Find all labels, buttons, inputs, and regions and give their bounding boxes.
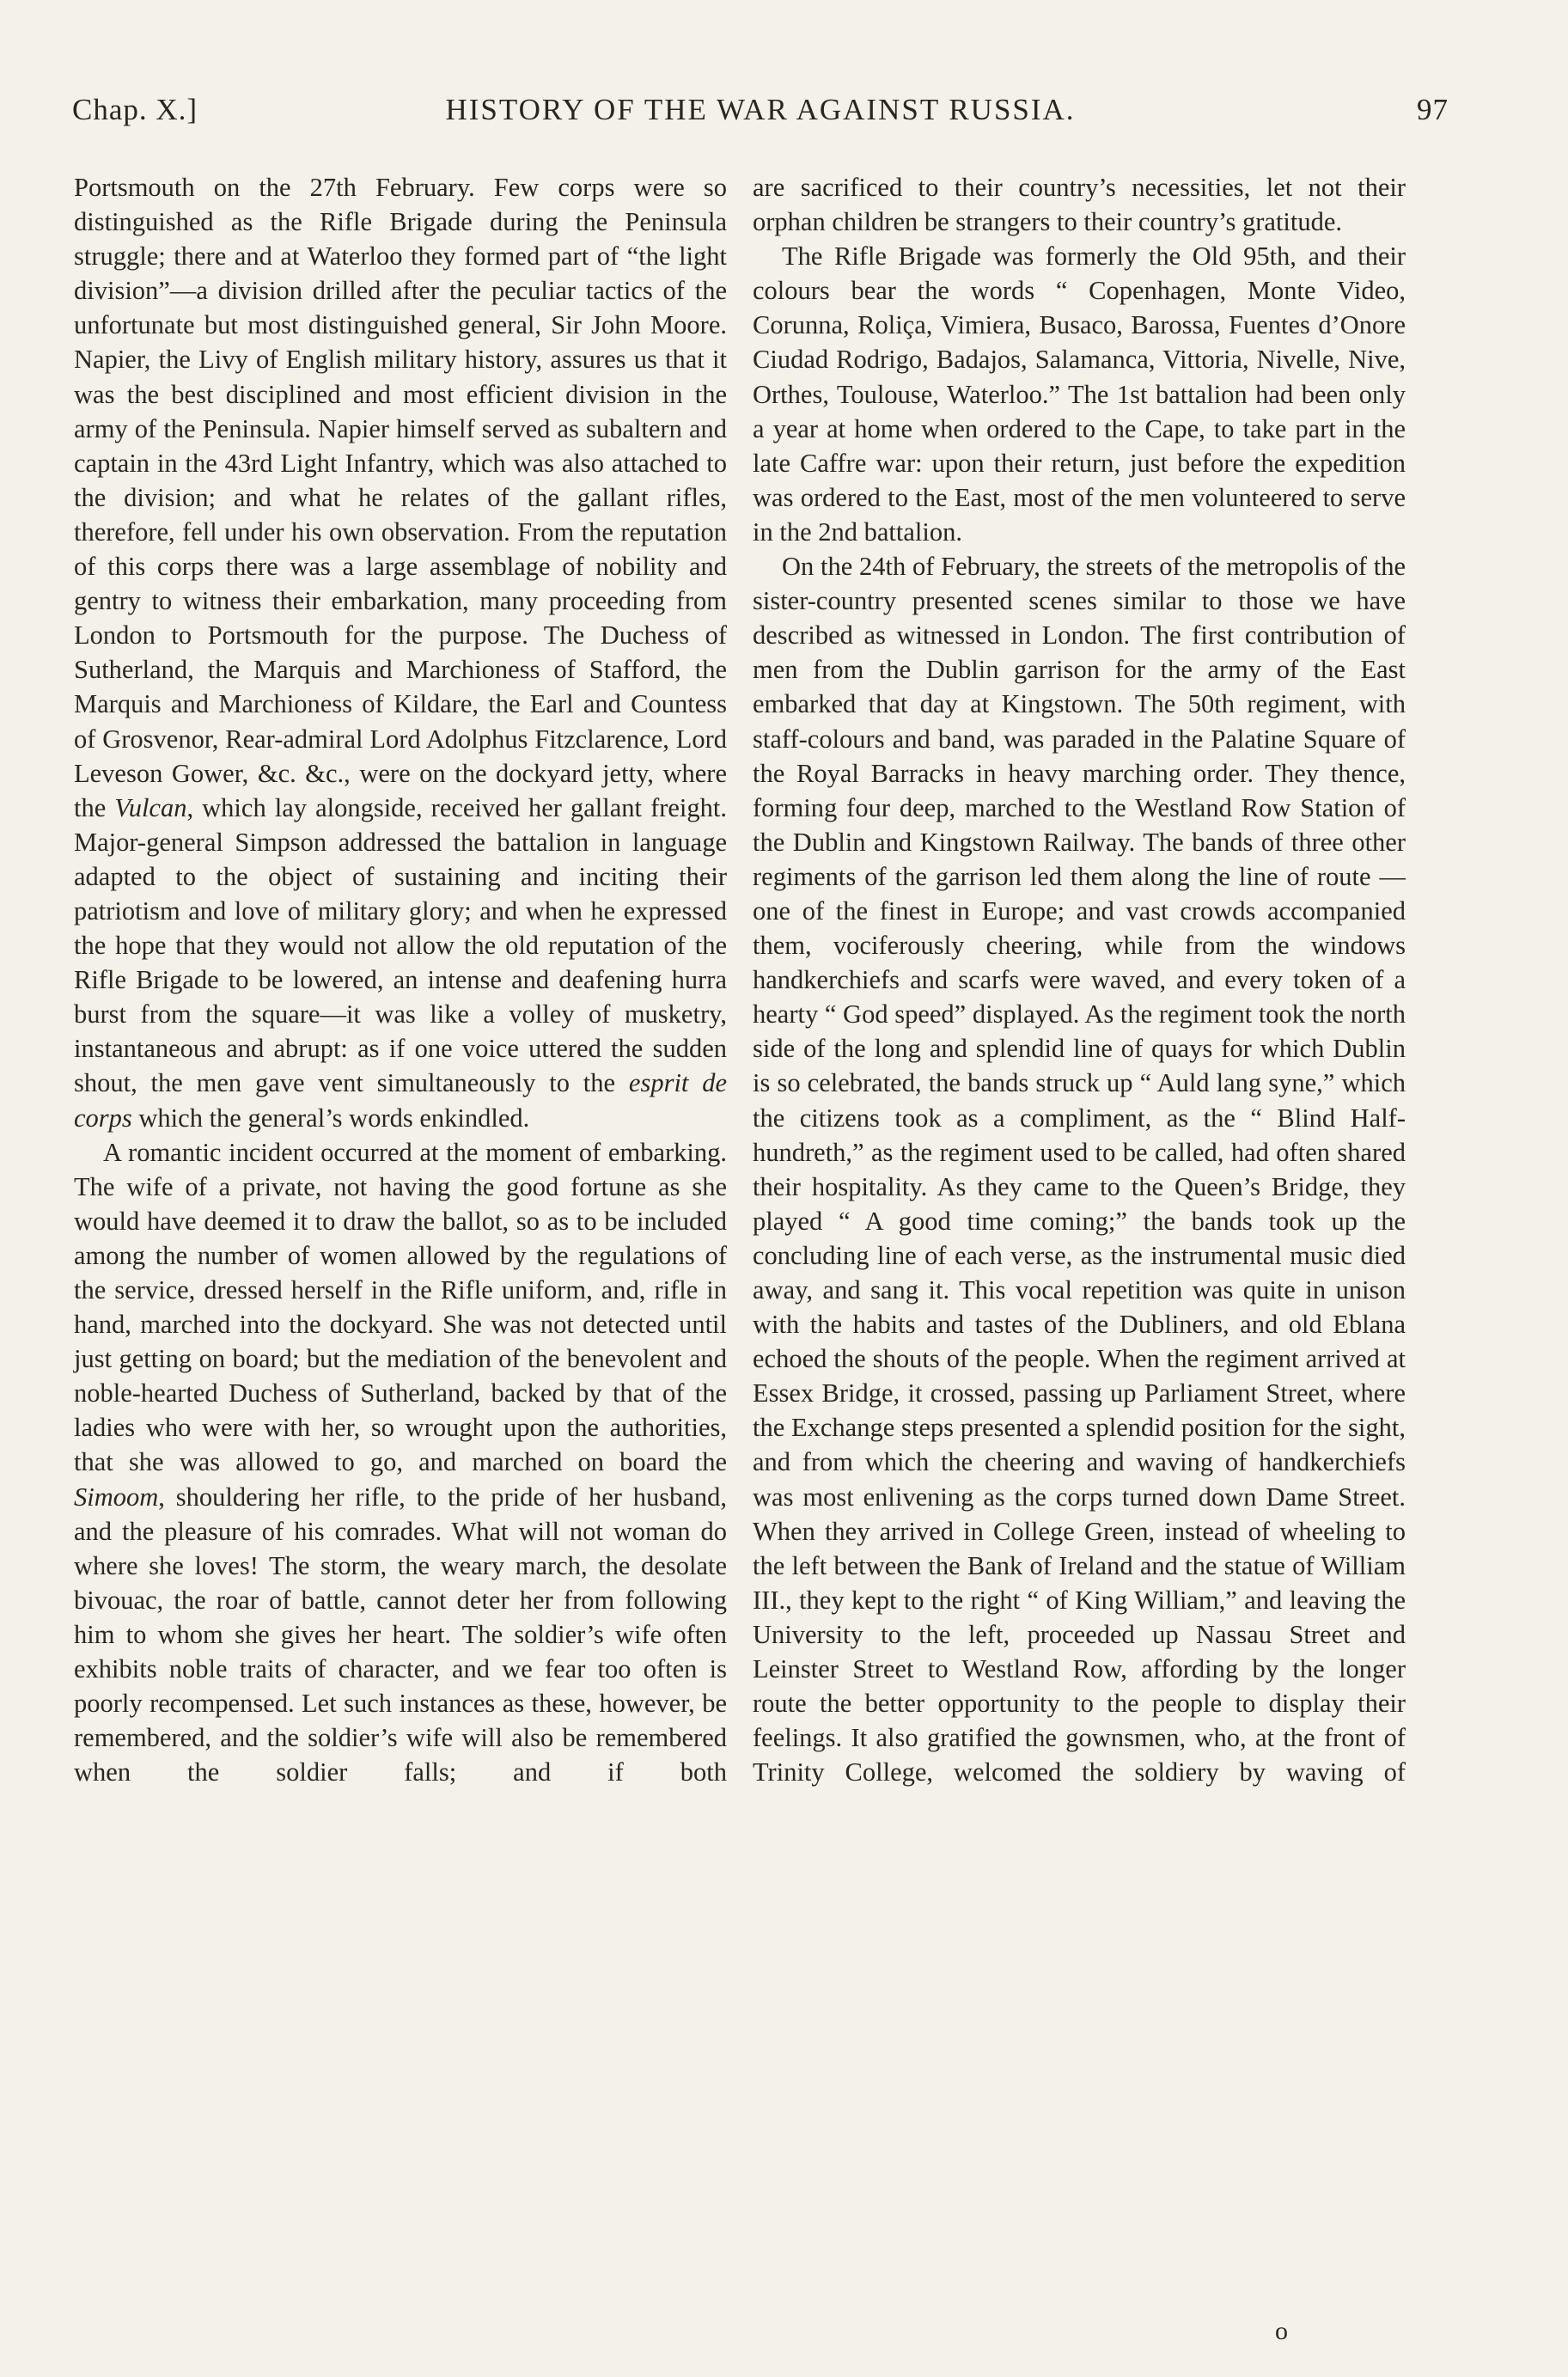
text-run: , which lay alongside, received her gallant freight. Major-general Simpson addressed the battalion in language adapted to the object of sustaining and inciting their patriotism and love of military glory; and when he expressed the hope that they would not allow the old reputation of the Rifle Brigade to be lowered, an intense and deafening hurra burst from the square—it was like a volley of musketry, instantaneous and abrupt: as if one voice uttered the sudden shout, the men gave vent simultaneously to the: [74, 792, 727, 1098]
paragraph: are sacrificed to their country’s necessities, let not their orphan children be strangers to their country’s gratitude.: [753, 173, 1406, 237]
text-run: , shouldering her rifle, to the pride of her husband, and the pleasure of his comrades. What will not woman do where she loves! The storm, the weary march, the desolate bivouac, the roar of battle, cannot deter her from following him to whom she gives her heart. The soldier’s wife often exhibits noble traits of character, and we fear too often is poorly recompensed. Let such instances as these, however, be remembered, and the soldier’s wife will also be remembered when the soldier falls; and if both: [74, 1482, 727, 1787]
chapter-label: Chap. X.]: [72, 93, 198, 126]
page-number: 97: [1417, 93, 1449, 126]
ship-name-simoom: Simoom: [74, 1482, 159, 1512]
book-title: HISTORY OF THE WAR AGAINST RUSSIA.: [445, 93, 1076, 126]
ship-name-vulcan: Vulcan: [114, 792, 187, 822]
left-column: [74, 170, 727, 1789]
paragraph: [74, 170, 727, 1135]
text-run: Portsmouth on the 27th February. Few corps were so distinguished as the Rifle Brigade during the Peninsula struggle; there and at Waterloo they formed part of “the light division”—a division drilled after the peculiar tactics of the unfortunate but most distinguished general, Sir John Moore. Napier, the Livy of English military history, assures us that it was the best disciplined and most efficient division in the army of the Peninsula. Napier himself served as subaltern and captain in the 43rd Light Infantry, which was also attached to the division; and what he relates of the gallant rifles, therefore, fell under his own observation. From the reputation of this corps there was a large assemblage of nobility and gentry to witness their embarkation, many proceeding from London to Portsmouth for the purpose. The Duchess of Sutherland, the Marquis and Marchioness of Stafford, the Marquis and Marchioness of Kildare, the Earl and Countess of Grosvenor, Rear-admiral Lord Adolphus Fitzclarence, Lord Leveson Gower, &c. &c., were on the dockyard jetty, where the: [74, 173, 727, 822]
text-run: A romantic incident occurred at the moment of embarking. The wife of a private, not having the good fortune as she would have deemed it to draw the ballot, so as to be included among the number of women allowed by the regulations of the service, dressed herself in the Rifle uniform, and, rifle in hand, marched into the dockyard. She was not detected until just getting on board; but the mediation of the benevolent and noble-hearted Duchess of Sutherland, backed by that of the ladies who were with her, so wrought upon the authorities, that she was allowed to go, and marched on board the: [74, 1137, 727, 1477]
italic-phrase: esprit de corps: [74, 1068, 728, 1133]
text-run: which the general’s words enkindled.: [138, 1103, 530, 1133]
paragraph: [74, 1135, 727, 1790]
right-column: [753, 170, 1406, 1789]
running-head: [72, 93, 1449, 134]
paragraph: On the 24th of February, the streets of the metropolis of the sister-country presented scenes similar to those we have described as witnessed in London. The first contribution of men from the Dublin garrison for the army of the East embarked that day at Kingstown. The 50th regiment, with staff-colours and band, was paraded in the Palatine Square of the Royal Barracks in heavy marching order. They thence, forming four deep, marched to the Westland Row Station of the Dublin and Kingstown Railway. The bands of three other regiments of the garrison led them along the line of route —one of the finest in Europe; and vast crowds accompanied them, vociferously cheering, while from the windows handkerchiefs and scarfs were waved, and every token of a hearty “ God speed” displayed. As the regiment took the north side of the long and splendid line of quays for which Dublin is so celebrated, the bands struck up “ Auld lang syne,” which the citizens took as a compliment, as the “ Blind Half-hundreth,” as the regiment used to be called, had often shared their hospitality. As they came to the Queen’s Bridge, they played “ A good time coming;” the bands took up the concluding line of each verse, as the instrumental music died away, and sang it. This vocal repetition was quite in unison with the habits and tastes of the Dubliners, and old Eblana echoed the shouts of the people. When the regiment arrived at Essex Bridge, it crossed, passing up Parliament Street, where the Exchange steps presented a splendid position for the sight, and from which the cheering and waving of handkerchiefs was most enlivening as the corps turned down Dame Street. When they arrived in College Green, instead of wheeling to the left between the Bank of Ireland and the statue of William III., they kept to the right “ of King William,” and leaving the University to the left, proceeded up Nassau Street and Leinster Street to Westland Row, affording by the longer route the better opportunity to the people to display their feelings. It also gratified the gownsmen, who, at the front of Trinity College, welcomed the soldiery by waving of: [753, 552, 1406, 1787]
paragraph: The Rifle Brigade was formerly the Old 95th, and their colours bear the words “ Copenhagen, Monte Video, Corunna, Roliça, Vimiera, Busaco, Barossa, Fuentes d’Onore Ciudad Rodrigo, Badajos, Salamanca, Vittoria, Nivelle, Nive, Orthes, Toulouse, Waterloo.” The 1st battalion had been only a year at home when ordered to the Cape, to take part in the late Caffre war: upon their return, just before the expedition was ordered to the East, most of the men volunteered to serve in the 2nd battalion.: [753, 241, 1406, 547]
signature-mark: o: [1275, 2317, 1288, 2345]
